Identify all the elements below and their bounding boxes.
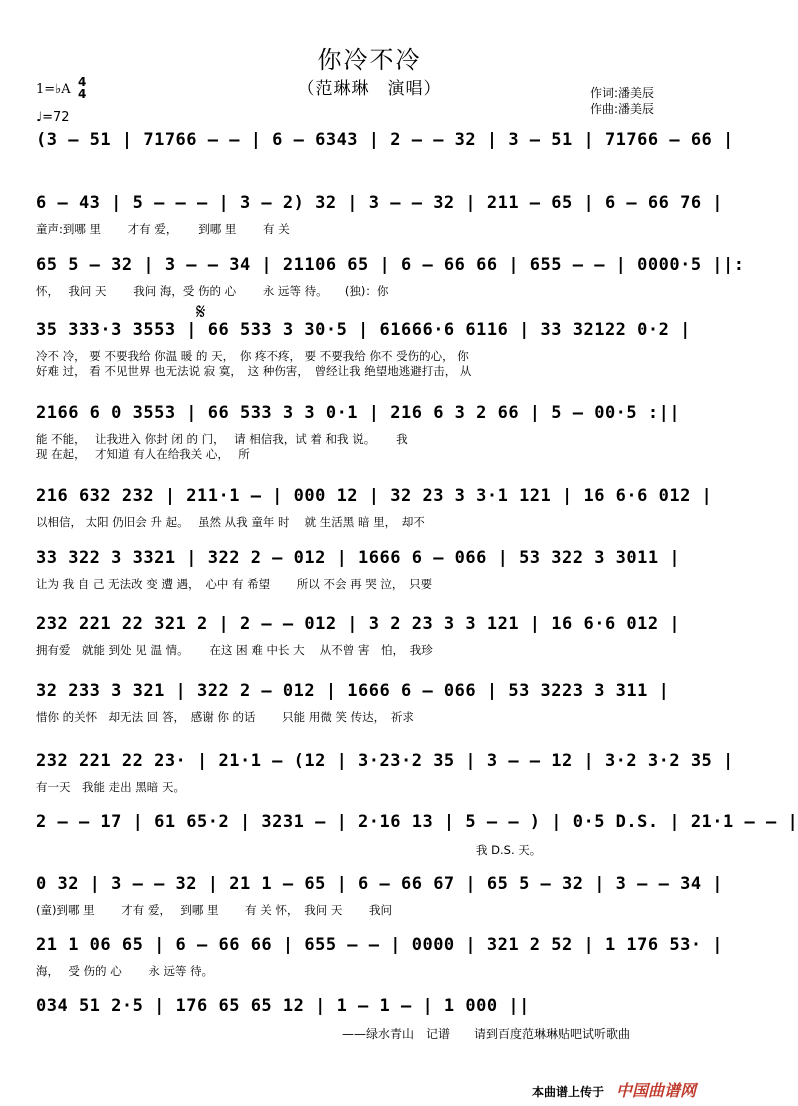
notation: 0 32 | 3 – – 32 | 21 1 – 65 | 6 – 66 67 | 65 5 – 32 | 3 – – 34 | [36,874,724,894]
lyrics: 海， 受 伤的 心 永 远等 待。 [36,964,214,978]
lyrics: 怀， 我问 天 我问 海，受 伤的 心 永 远等 待。 (独)：你 [36,284,389,298]
lyrics-verse-1: 冷不 冷， 要 不要我给 你温 暖 的 天， 你 疼不疼， 要 不要我给 你不 受伤的心， 你 [36,349,469,363]
tempo-marking: ♩=72 [36,110,70,125]
notation: 2 – – 17 | 61 65·2 | 3231 – | 2·16 13 | 5 – – ) | 0·5 D.S. | 21·1 – – | [36,812,798,832]
notation: 21 1 06 65 | 6 – 66 66 | 655 – – | 0000 | 321 2 52 | 1 176 53· | [36,935,724,955]
lyrics: 我 D.S. 天。 [476,843,542,857]
time-signature-bottom: 4 [78,87,87,101]
notation: 2166 6 0 3553 | 66 533 3 3 0·1 | 216 6 3 2 66 | 5 – 00·5 :|| [36,403,681,423]
notation: 216 632 232 | 211·1 – | 000 12 | 32 23 3 3·1 121 | 16 6·6 012 | [36,486,713,506]
time-signature-top: 4 [78,75,87,89]
song-title: 你冷不冷 [317,46,422,74]
notation: 232 221 22 23· | 21·1 – (12 | 3·23·2 35 | 3 – – 12 | 3·2 3·2 35 | [36,751,734,771]
lyrics-verse-2: 好难 过， 看 不见世界 也无法说 寂 寞， 这 种伤害， 曾经让我 绝望地逃避打击， 从 [36,364,472,378]
lyrics: 童声:到哪 里 才有 爱， 到哪 里 有 关 [36,222,290,236]
notation: 35 333·3 3553 | 66 533 3 30·5 | 61666·6 6116 | 33 32122 0·2 | [36,320,691,340]
lyrics: 拥有爱 就能 到处 见 温 情。 在这 困 难 中长 大 从不曾 害 怕， 我珍 [36,643,433,657]
lyrics: 惜你 的关怀 却无法 回 答， 感谢 你 的话 只能 用微 笑 传达， 祈求 [36,710,414,724]
singer-subtitle: （范琳琳 演唱） [297,79,442,99]
lyrics: 以相信， 太阳 仍旧会 升 起。 虽然 从我 童年 时 就 生活黑 暗 里， 却不 [36,515,425,529]
lyricist-credit: 作词:潘美辰 [590,86,655,100]
lyrics: 让为 我 自 己 无法改 变 遭 遇， 心中 有 希望 所以 不会 再 哭 泣， 只要 [36,577,433,591]
notation: 32 233 3 321 | 322 2 – 012 | 1666 6 – 066 | 53 3223 3 311 | [36,681,670,701]
notation: 33 322 3 3321 | 322 2 – 012 | 1666 6 – 066 | 53 322 3 3011 | [36,548,681,568]
lyrics: 有一天 我能 走出 黑暗 天。 [36,780,185,794]
segno-icon: 𝄋 [196,300,206,325]
notation: 034 51 2·5 | 176 65 65 12 | 1 – 1 – | 1 000 || [36,996,530,1016]
composer-credit: 作曲:潘美辰 [590,102,655,116]
notation: 232 221 22 321 2 | 2 – – 012 | 3 2 23 3 3 121 | 16 6·6 012 | [36,614,681,634]
lyrics-verse-2: 现 在起， 才知道 有人在给我关 心， 所 [36,447,250,461]
upload-note: 本曲谱上传于 [532,1085,605,1099]
time-signature [78,76,86,100]
lyrics: (童)到哪 里 才有 爱， 到哪 里 有 关 怀， 我问 天 我问 [36,903,393,917]
lyrics-verse-1: 能 不能， 让我进入 你封 闭 的 门， 请 相信我，试 着 和我 说。 我 [36,432,408,446]
notation: 6 – 43 | 5 – – – | 3 – 2) 32 | 3 – – 32 | 211 – 65 | 6 – 66 76 | [36,193,724,213]
key-signature: 1=♭A [36,82,71,97]
site-logo: 中国曲谱网 [616,1081,697,1100]
notation: (3 – 51 | 71766 – – | 6 – 6343 | 2 – – 32 | 3 – 51 | 71766 – 66 | [36,130,734,150]
notation: 65 5 – 32 | 3 – – 34 | 21106 65 | 6 – 66 66 | 655 – – | 0000·5 ||: [36,255,745,275]
transcriber-credit: ——绿水青山 记谱 请到百度范琳琳贴吧试听歌曲 [342,1027,631,1041]
